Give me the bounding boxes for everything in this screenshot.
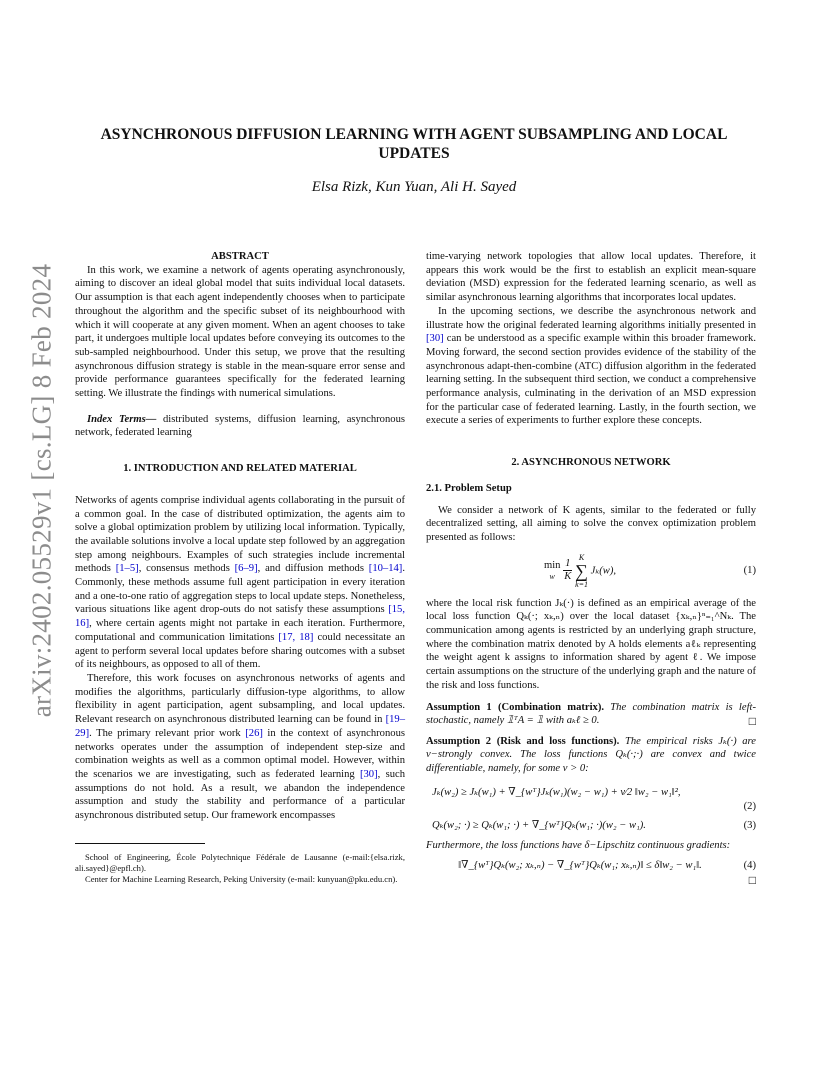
arxiv-id: arXiv:2402.05529v1 [cs.LG] 8 Feb 2024 bbox=[26, 263, 57, 717]
citation-link[interactable]: [19–29] bbox=[75, 714, 405, 739]
min-sub: w bbox=[549, 571, 555, 581]
text-span: . The primary relevant prior work bbox=[89, 727, 246, 739]
text-span: In the upcoming sections, we describe the asynchronous network and illustrate how the original federated learning algorithms initially presented in bbox=[426, 305, 756, 331]
assumption-1-body: The combination matrix is left-stochastic, namely 𝟙ᵀA = 𝟙 with aₖℓ ≥ 0. bbox=[426, 701, 756, 727]
paper-title: ASYNCHRONOUS DIFFUSION LEARNING WITH AGENT SUBSAMPLING AND LOCAL UPDATES bbox=[100, 126, 728, 162]
text-span: , such assumptions do not hold. As a result, we abandon the independence assumption and study the stability and performance of a particular asynchronous distributed setup. Our framework encompasses bbox=[75, 768, 405, 822]
text-span: , where certain agents might not partake in each iteration. Furthermore, computational and communication limitations bbox=[75, 618, 405, 643]
equation-1 bbox=[426, 553, 756, 589]
assumption-2 bbox=[426, 735, 756, 776]
citation-link[interactable]: [6–9] bbox=[234, 563, 258, 575]
equation-2-tag-row bbox=[426, 800, 756, 814]
footnotes bbox=[75, 843, 405, 885]
lipschitz-paragraph: Furthermore, the loss functions have δ−Lipschitz continuous gradients: bbox=[426, 839, 731, 851]
text-span: in the context of asynchronous networks operates under the assumption of independent step-size and combination weights as well as a common optimal model. However, within the scenarios we are investigating, such as federated learning bbox=[75, 727, 405, 780]
equation-2-tag: (2) bbox=[743, 800, 756, 812]
equation-3-tag: (3) bbox=[743, 820, 756, 832]
index-terms-label: Index Terms— bbox=[87, 413, 157, 425]
intro-continuation: time-varying network topologies that allow local updates. Therefore, it appears this work would be the first to establish an explicit mean-square deviation (MSD) expression for the federated learning scenario, as well as similar asynchronous learning algorithms that incorporates local updates. bbox=[426, 251, 756, 304]
sum-top: K bbox=[578, 552, 585, 562]
index-terms bbox=[75, 413, 405, 440]
fraction bbox=[563, 558, 572, 583]
fraction-num: 1 bbox=[565, 558, 571, 570]
equation-2 bbox=[426, 786, 756, 800]
text-span: , consensus methods bbox=[138, 563, 235, 575]
section1-paragraph1 bbox=[75, 494, 405, 672]
assumption-2-body: The empirical risks Jₖ(·) are ν−strongly convex. The loss functions Qₖ(·;·) are convex and twice differentiable, namely, for some ν > 0: bbox=[426, 735, 756, 775]
section1-paragraph2 bbox=[75, 672, 405, 823]
equation-3-body: Qₖ(w₂; ·) ≥ Qₖ(w₁; ·) + ∇_{wᵀ}Qₖ(w₁; ·)(w₂ − w₁). bbox=[432, 820, 646, 832]
text-span: . Commonly, these methods assume full agent participation in every iteration and a one-to-one ratio of aggregation steps to local update steps. Nonetheless, various situations like agent drop-outs do not satisfy these assumptions bbox=[75, 563, 405, 616]
left-column bbox=[75, 250, 405, 885]
citation-link[interactable]: [1–5] bbox=[115, 563, 139, 575]
citation-link[interactable]: [26] bbox=[245, 727, 263, 739]
assumption-1-label: Assumption 1 (Combination matrix). bbox=[426, 701, 605, 713]
equation-1-tag: (1) bbox=[743, 564, 756, 576]
citation-link[interactable]: [15, 16] bbox=[75, 604, 405, 630]
equation-4 bbox=[426, 859, 756, 873]
subsection21-heading: 2.1. Problem Setup bbox=[426, 482, 512, 494]
fraction-den: K bbox=[564, 571, 572, 583]
qed-symbol: □ bbox=[748, 713, 756, 728]
footnote-2: Center for Machine Learning Research, Peking University (e-mail: kunyuan@pku.edu.cn). bbox=[85, 873, 398, 884]
paper-authors: Elsa Rizk, Kun Yuan, Ali H. Sayed bbox=[311, 179, 517, 195]
abstract-heading: ABSTRACT bbox=[211, 251, 269, 262]
citation-link[interactable]: [17, 18] bbox=[278, 631, 314, 643]
section1-heading: 1. INTRODUCTION AND RELATED MATERIAL bbox=[123, 463, 357, 475]
arxiv-watermark bbox=[20, 263, 64, 717]
sigma-symbol: ∑ bbox=[575, 560, 588, 581]
equation-1-body bbox=[426, 553, 734, 589]
sum-operator bbox=[575, 553, 588, 589]
equation-1-rhs: Jₖ(w), bbox=[590, 565, 617, 577]
min-operator bbox=[544, 560, 560, 582]
section2-heading: 2. ASYNCHRONOUS NETWORK bbox=[511, 457, 671, 469]
abstract-text: In this work, we examine a network of agents operating asynchronously, aiming to discover an ideal global model that suits individual local datasets. Our assumption is that each agent independently chooses when to participate throughout the algorithm and the specific subset of its neighbourhood with which it will cooperate at any given moment. When an agent chooses to take part, it undergoes multiple local updates before conveying its outcomes to the sub-sampled neighbourhood. Under this setup, we prove that the resulting asynchronous diffusion strategy is stable in the mean-square error sense and provide performance guarantees specifically for the federated learning setting. We illustrate the findings with numerical simulations. bbox=[75, 264, 405, 400]
sum-bottom: k=1 bbox=[575, 579, 589, 589]
text-span: can be understood as a specific example within this broader framework. Moving forward, the second section provides evidence of the stability of the asynchronous adapt-then-combine (ATC) diffusion algorithm in the federated learning setting. In the subsequent third section, we conduct a comprehensive performance analysis, culminating in the derivation of an MSD expression for the particular case of federated learning. Lastly, in the fourth section, we execute a series of experiments to further explore these concepts. bbox=[426, 333, 756, 427]
text-span: Therefore, this work focuses on asynchronous networks of agents and modifies the algorithms, particularly diffusion-type algorithms, to allow flexibility in agent participation, agent subsampling, and local updates. Relevant research on asynchronous distributed learning can be found in bbox=[75, 672, 405, 726]
right-column bbox=[426, 250, 756, 888]
text-span: Networks of agents comprise individual agents collaborating in the pursuit of a common goal. In the case of distributed optimization, the agents aim to solve a global optimization problem by utilizing local information. Typically, the available solutions involve a local update step followed by an aggregation step among neighbours. Examples of such strategies include incremental methods bbox=[75, 494, 405, 575]
equation-2-body: Jₖ(w₂) ≥ Jₖ(w₁) + ∇_{wᵀ}Jₖ(w₁)(w₂ − w₁) + ν⁄2 ‖w₂ − w₁‖², bbox=[432, 786, 681, 798]
footnote-rule bbox=[75, 843, 205, 844]
min-text: min bbox=[543, 559, 561, 571]
equation-3 bbox=[426, 819, 756, 833]
problem-setup-paragraph: We consider a network of K agents, similar to the federated or fully decentralized setting, all aiming to solve the convex optimization problem presented as follows: bbox=[426, 504, 756, 543]
risk-paragraph: where the local risk function Jₖ(·) is defined as an empirical average of the local loss function Qₖ(·; xₖ,ₙ) over the local dataset {xₖ,ₙ}ⁿ₌₁^Nₖ. The communication among agents is restricted by an underlying graph structure, where the combination matrix denoted by A holds elements aℓₖ representing the weight agent k assigns to information shared by agent ℓ. We impose certain assumptions on the structure of the underlying graph and the nature of the risk and loss functions. bbox=[426, 597, 756, 691]
equation-4-body: ‖∇_{wᵀ}Qₖ(w₂; xₖ,ₙ) − ∇_{wᵀ}Qₖ(w₁; xₖ,ₙ)‖ ≤ δ‖w₂ − w₁‖. bbox=[458, 859, 702, 871]
intro-paragraph3 bbox=[426, 305, 756, 428]
footnote-1: School of Engineering, École Polytechnique Fédérale de Lausanne (e-mail:{elsa.rizk, ali.sayed}@epfl.ch). bbox=[75, 851, 405, 873]
index-terms-text: distributed systems, diffusion learning, asynchronous network, federated learning bbox=[75, 413, 405, 439]
text-span: could necessitate an agent to perform several local updates before sharing outcomes with a subset of its neighbours, as opposed to all of them. bbox=[75, 631, 405, 671]
assumption-2-label: Assumption 2 (Risk and loss functions). bbox=[426, 735, 620, 747]
citation-link[interactable]: [30] bbox=[426, 333, 444, 345]
qed-symbol: □ bbox=[748, 873, 756, 888]
citation-link[interactable]: [30] bbox=[359, 768, 378, 780]
citation-link[interactable]: [10–14] bbox=[368, 563, 403, 575]
equation-4-tag: (4) bbox=[743, 859, 756, 871]
text-span: , and diffusion methods bbox=[257, 563, 369, 575]
